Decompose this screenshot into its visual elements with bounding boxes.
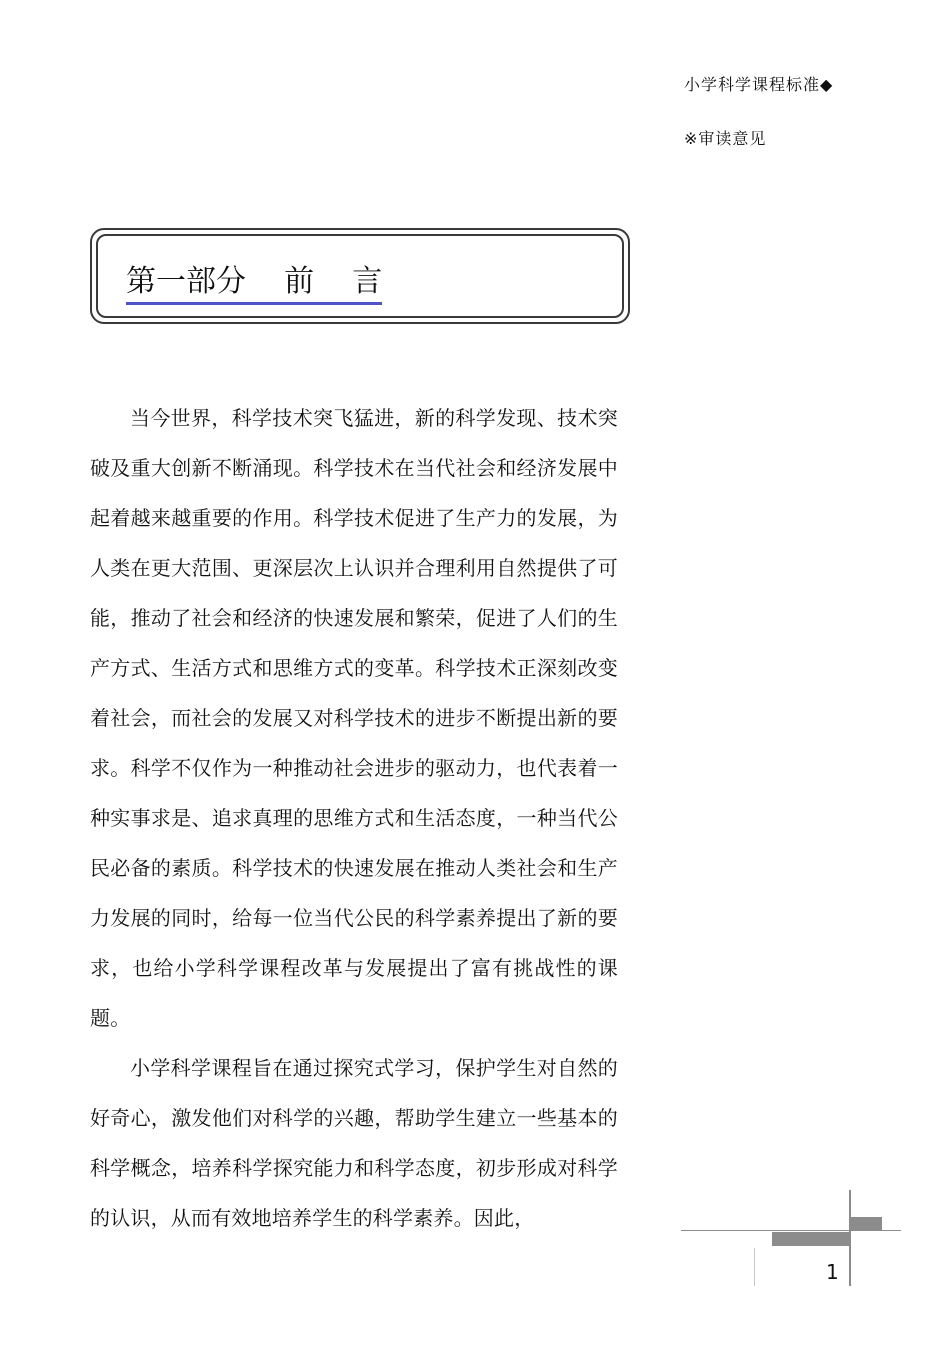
review-note-label: ※审读意见 bbox=[684, 129, 767, 148]
paragraph: 小学科学课程旨在通过探究式学习，保护学生对自然的好奇心，激发他们对科学的兴趣，帮助学生建立一些基本的科学概念，培养科学探究能力和科学态度，初步形成对科学的认识，从而有效地培养学生的科学素养。因此， bbox=[90, 1056, 618, 1230]
running-header-title: 小学科学课程标准◆ bbox=[684, 75, 834, 94]
section-title: 第一部分 前 言 bbox=[126, 262, 382, 305]
paragraph: 当今世界，科学技术突飞猛进，新的科学发现、技术突破及重大创新不断涌现。科学技术在当代社会和经济发展中起着越来越重要的作用。科学技术促进了生产力的发展，为人类在更大范围、更深层次上认识并合理利用自然提供了可能，推动了社会和经济的快速发展和繁荣，促进了人们的生产方式、生活方式和思维方式的变革。科学技术正深刻改变着社会，而社会的发展又对科学技术的进步不断提出新的要求。科学不仅作为一种推动社会进步的驱动力，也代表着一种实事求是、追求真理的思维方式和生活态度，一种当代公民必备的素质。科学技术的快速发展在推动人类社会和生产力发展的同时，给每一位当代公民的科学素养提出了新的要求，也给小学科学课程改革与发展提出了富有挑战性的课题。 bbox=[90, 406, 618, 1030]
body-text bbox=[90, 393, 618, 1243]
footer-block-right bbox=[850, 1217, 882, 1231]
footer-block-left bbox=[772, 1232, 850, 1246]
footer-page-box-edge bbox=[754, 1248, 755, 1286]
page-number: 1 bbox=[826, 1260, 839, 1284]
footer-vertical-rule bbox=[849, 1190, 851, 1286]
